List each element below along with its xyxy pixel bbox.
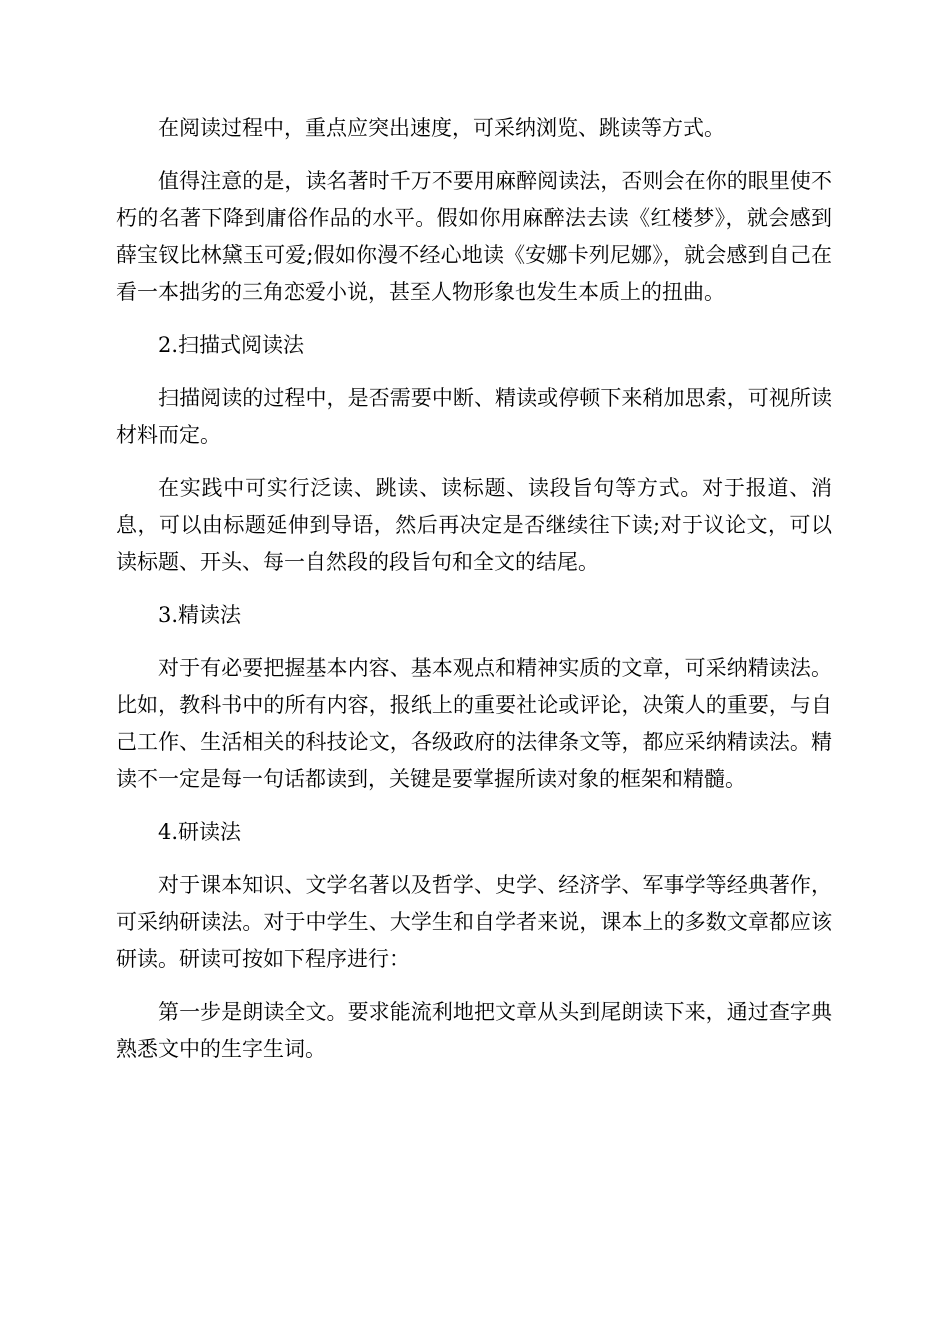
section-heading: 3.精读法 (158, 603, 242, 627)
section-heading: 2.扫描式阅读法 (158, 333, 305, 357)
body-paragraph: 扫描阅读的过程中，是否需要中断、精读或停顿下来稍加思索，可视所读材料而定。 (116, 386, 832, 447)
body-paragraph: 在实践中可实行泛读、跳读、读标题、读段旨句等方式。对于报道、消息，可以由标题延伸到导语，然后再决定是否继续往下读;对于议论文，可以读标题、开头、每一自然段的段旨句和全文的结尾。 (116, 476, 832, 574)
body-paragraph: 第一步是朗读全文。要求能流利地把文章从头到尾朗读下来，通过查字典熟悉文中的生字生词。 (116, 1000, 832, 1061)
body-paragraph: 值得注意的是，读名著时千万不要用麻醉阅读法，否则会在你的眼里使不朽的名著下降到庸俗作品的水平。假如你用麻醉法去读《红楼梦》，就会感到薛宝钗比林黛玉可爱;假如你漫不经心地读《安娜卡列尼娜》，就会感到自己在看一本拙劣的三角恋爱小说，甚至人物形象也发生本质上的扭曲。 (116, 169, 832, 304)
body-paragraph: 对于课本知识、文学名著以及哲学、史学、经济学、军事学等经典著作，可采纳研读法。对于中学生、大学生和自学者来说，课本上的多数文章都应该研读。研读可按如下程序进行： (116, 873, 832, 971)
document-page (116, 110, 832, 1084)
body-paragraph: 对于有必要把握基本内容、基本观点和精神实质的文章，可采纳精读法。比如，教科书中的所有内容，报纸上的重要社论或评论，决策人的重要，与自己工作、生活相关的科技论文，各级政府的法律条文等，都应采纳精读法。精读不一定是每一句话都读到，关键是要掌握所读对象的框架和精髓。 (116, 656, 832, 791)
section-heading: 4.研读法 (158, 820, 242, 844)
body-paragraph: 在阅读过程中，重点应突出速度，可采纳浏览、跳读等方式。 (158, 116, 725, 140)
